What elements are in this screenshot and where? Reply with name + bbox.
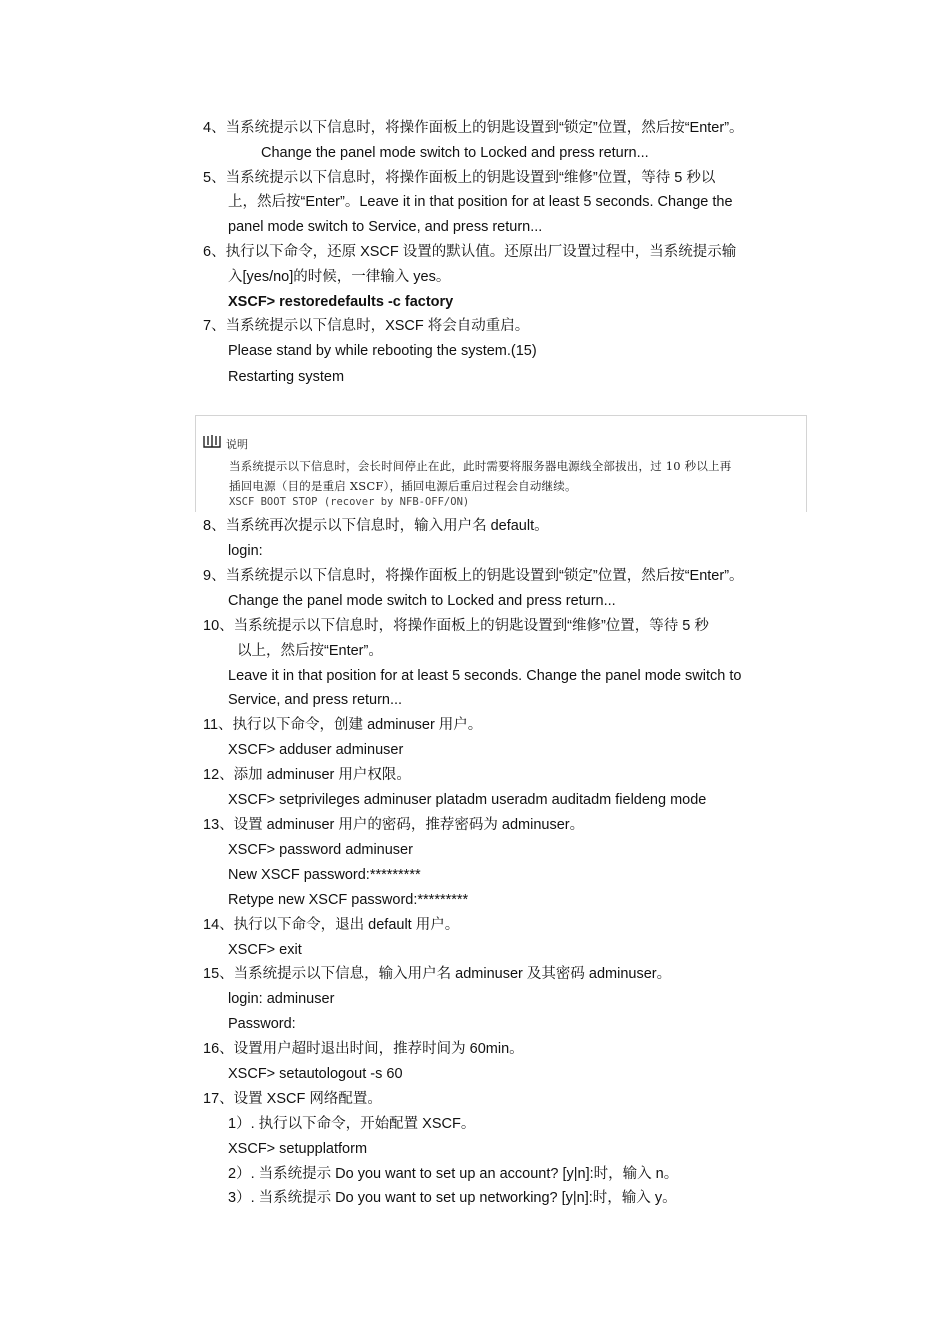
book-icon xyxy=(203,434,221,448)
note-text-3: XSCF BOOT STOP (recover by NFB-OFF/ON) xyxy=(229,496,470,508)
step-4-message: Change the panel mode switch to Locked and press return... xyxy=(261,145,649,161)
step-15-login: login: adminuser xyxy=(228,991,335,1007)
step-4-line: 4、当系统提示以下信息时，将操作面板上的钥匙设置到“锁定”位置，然后按“Enter”。 xyxy=(203,120,744,136)
step-13-line: 13、设置 adminuser 用户的密码，推荐密码为 adminuser。 xyxy=(203,817,585,833)
step-15-line: 15、当系统提示以下信息，输入用户名 adminuser 及其密码 adminuser。 xyxy=(203,966,672,982)
step-12-line: 12、添加 adminuser 用户权限。 xyxy=(203,767,411,783)
step-8-line: 8、当系统再次提示以下信息时，输入用户名 default。 xyxy=(203,518,549,534)
step-9-line: 9、当系统提示以下信息时，将操作面板上的钥匙设置到“锁定”位置，然后按“Enter”。 xyxy=(203,568,744,584)
step-13-retype-password: Retype new XSCF password:********* xyxy=(228,892,469,908)
step-16-command: XSCF> setautologout -s 60 xyxy=(228,1066,403,1082)
step-6-line-2: 入[yes/no]的时候，一律输入 yes。 xyxy=(228,269,451,285)
step-10-line: 10、当系统提示以下信息时，将操作面板上的钥匙设置到“维修”位置，等待 5 秒 xyxy=(203,618,709,634)
step-14-command: XSCF> exit xyxy=(228,942,302,958)
step-11-line: 11、执行以下命令，创建 adminuser 用户。 xyxy=(203,717,483,733)
step-8-prompt: login: xyxy=(228,543,263,559)
step-16-line: 16、设置用户超时退出时间，推荐时间为 60min。 xyxy=(203,1041,524,1057)
step-5-line: 5、当系统提示以下信息时，将操作面板上的钥匙设置到“维修”位置，等待 5 秒以 xyxy=(203,170,716,186)
step-17-substep-3: 3）. 当系统提示 Do you want to set up networking? [y|n]:时，输入 y。 xyxy=(228,1190,677,1206)
step-17-substep-1: 1）. 执行以下命令，开始配置 XSCF。 xyxy=(228,1116,476,1132)
step-10-line-2: 以上，然后按“Enter”。 xyxy=(237,643,383,659)
step-13-command: XSCF> password adminuser xyxy=(228,842,413,858)
step-15-password: Password: xyxy=(228,1016,296,1032)
step-11-command: XSCF> adduser adminuser xyxy=(228,742,404,758)
note-text-1: 当系统提示以下信息时，会长时间停止在此，此时需要将服务器电源线全部拔出，过 10 秒以上再 xyxy=(229,459,732,473)
step-17-command: XSCF> setupplatform xyxy=(228,1141,368,1157)
step-9-message: Change the panel mode switch to Locked and press return... xyxy=(228,593,616,609)
note-title: 说明 xyxy=(226,438,248,451)
step-7-message: Please stand by while rebooting the system.(15) xyxy=(228,343,537,359)
note-box xyxy=(195,415,807,512)
step-13-new-password: New XSCF password:********* xyxy=(228,867,421,883)
step-6-command: XSCF> restoredefaults -c factory xyxy=(228,294,454,310)
step-12-command: XSCF> setprivileges adminuser platadm useradm auditadm fieldeng mode xyxy=(228,792,707,808)
step-5-line-2: 上，然后按“Enter”。Leave it in that position for at least 5 seconds. Change the xyxy=(228,194,733,210)
step-7-message-2: Restarting system xyxy=(228,369,345,385)
step-5-line-3: panel mode switch to Service, and press return... xyxy=(228,219,543,235)
step-17-substep-2: 2）. 当系统提示 Do you want to set up an account? [y|n]:时，输入 n。 xyxy=(228,1166,679,1182)
step-17-line: 17、设置 XSCF 网络配置。 xyxy=(203,1091,382,1107)
step-6-line: 6、执行以下命令，还原 XSCF 设置的默认值。还原出厂设置过程中，当系统提示输 xyxy=(203,244,737,260)
step-7-line: 7、当系统提示以下信息时，XSCF 将会自动重启。 xyxy=(203,318,530,334)
note-text-2: 插回电源（目的是重启 XSCF），插回电源后重启过程会自动继续。 xyxy=(229,479,577,493)
step-10-message: Leave it in that position for at least 5 seconds. Change the panel mode switch to xyxy=(228,668,742,684)
step-14-line: 14、执行以下命令，退出 default 用户。 xyxy=(203,917,460,933)
step-10-message-2: Service, and press return... xyxy=(228,692,403,708)
